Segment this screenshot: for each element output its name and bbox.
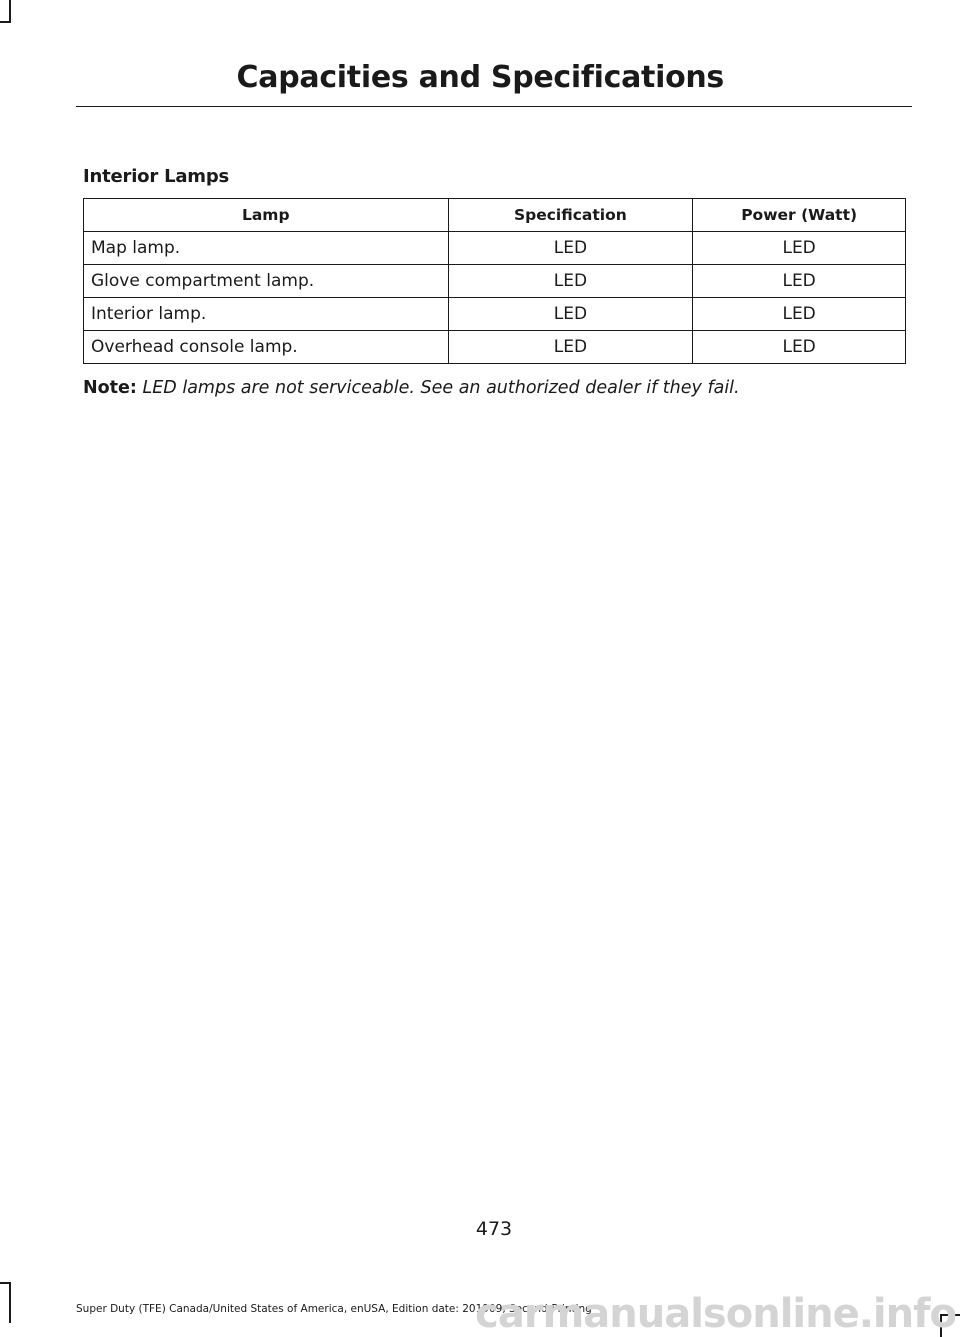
table-header-row (84, 199, 906, 232)
note-label: Note: (83, 378, 137, 398)
table-row (84, 331, 906, 364)
cell-lamp: Glove compartment lamp. (84, 265, 449, 298)
crop-mark-bottom-left-horizontal (0, 1282, 11, 1284)
table-row (84, 298, 906, 331)
cell-specification: LED (448, 298, 693, 331)
page-title: Capacities and Specifications (236, 60, 724, 95)
cell-power: LED (693, 298, 906, 331)
crop-mark-top-left-horizontal (0, 21, 11, 23)
interior-lamps-table (83, 198, 906, 364)
column-header-specification: Specification (448, 199, 693, 232)
cell-lamp: Map lamp. (84, 232, 449, 265)
crop-mark-top-left-vertical (9, 0, 11, 22)
table-row (84, 232, 906, 265)
column-header-power: Power (Watt) (693, 199, 906, 232)
footer-edition-info: Super Duty (TFE) Canada/United States of America, enUSA, Edition date: 201909, Second-Printing (76, 1303, 592, 1315)
cell-power: LED (693, 265, 906, 298)
section-heading: Interior Lamps (83, 166, 230, 187)
cell-lamp: Overhead console lamp. (84, 331, 449, 364)
watermark: carmanualsonline.info (475, 1291, 956, 1337)
header-divider (76, 106, 912, 107)
cell-specification: LED (448, 232, 693, 265)
note-text: LED lamps are not serviceable. See an authorized dealer if they fail. (142, 378, 740, 398)
table-row (84, 265, 906, 298)
cell-power: LED (693, 232, 906, 265)
cell-specification: LED (448, 331, 693, 364)
page-number: 473 (475, 1218, 513, 1240)
column-header-lamp: Lamp (84, 199, 449, 232)
cell-lamp: Interior lamp. (84, 298, 449, 331)
crop-mark-bottom-left-vertical (9, 1283, 11, 1323)
note-paragraph (83, 378, 740, 398)
cell-power: LED (693, 331, 906, 364)
cell-specification: LED (448, 265, 693, 298)
